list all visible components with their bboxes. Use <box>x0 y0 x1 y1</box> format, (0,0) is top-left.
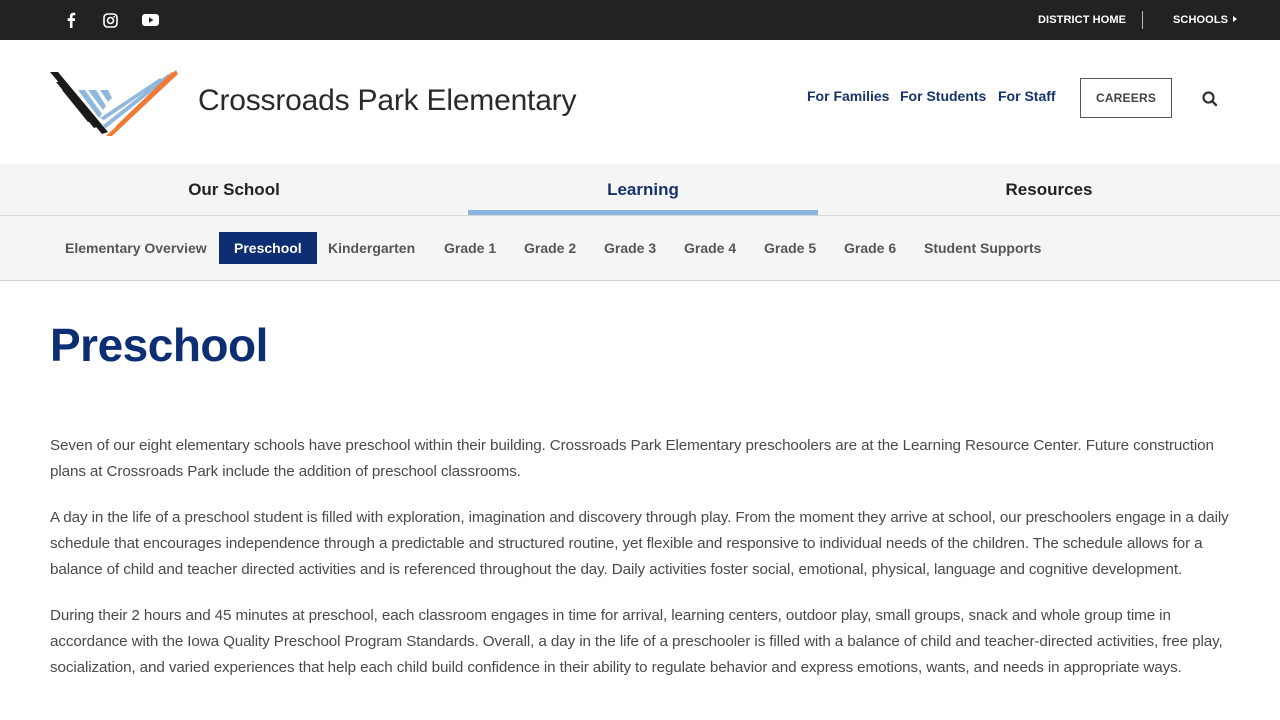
instagram-icon[interactable] <box>98 0 122 40</box>
subnav-grade-3[interactable]: Grade 3 <box>604 240 657 256</box>
main-nav <box>0 164 1280 216</box>
caret-right-icon <box>1233 16 1237 22</box>
for-staff-link[interactable]: For Staff <box>998 88 1056 104</box>
for-families-link[interactable]: For Families <box>807 88 890 104</box>
district-home-link[interactable]: DISTRICT HOME <box>1038 14 1127 26</box>
sub-nav <box>0 216 1280 281</box>
utility-divider <box>1142 11 1143 29</box>
content-paragraph: Seven of our eight elementary schools have preschool within their building. Crossroads Park Elementary preschoolers are at the Learning Resource Center. Future construction plans at Crossroads Park include the addition of preschool classrooms. <box>50 437 1214 480</box>
subnav-grade-1[interactable]: Grade 1 <box>444 240 497 256</box>
subnav-elementary-overview[interactable]: Elementary Overview <box>65 240 207 256</box>
search-icon[interactable] <box>1200 89 1220 109</box>
subnav-grade-2[interactable]: Grade 2 <box>524 240 577 256</box>
active-nav-indicator <box>468 210 818 215</box>
subnav-grade-4[interactable]: Grade 4 <box>684 240 737 256</box>
youtube-icon[interactable] <box>138 0 162 40</box>
subnav-grade-5[interactable]: Grade 5 <box>764 240 817 256</box>
subnav-preschool[interactable]: Preschool <box>219 232 317 264</box>
schools-label: SCHOOLS <box>1173 14 1229 26</box>
utility-bar <box>0 0 1280 40</box>
subnav-grade-6[interactable]: Grade 6 <box>844 240 897 256</box>
school-name[interactable]: Crossroads Park Elementary <box>198 84 577 117</box>
subnav-kindergarten[interactable]: Kindergarten <box>328 240 416 256</box>
careers-button[interactable]: CAREERS <box>1080 78 1172 118</box>
content-paragraph: During their 2 hours and 45 minutes at preschool, each classroom engages in time for arrival, learning centers, outdoor play, small groups, snack and whole group time in accordance with the Iowa Quality Preschool Program Standards. Overall, a day in the life of a preschooler is filled with a balance of child and teacher-directed activities, free play, socialization, and varied experiences that help each child build confidence in their ability to regulate behavior and express emotions, wants, and needs in appropriate ways. <box>50 607 1223 676</box>
page-title: Preschool <box>50 319 268 371</box>
for-students-link[interactable]: For Students <box>900 88 987 104</box>
facebook-icon[interactable] <box>59 0 83 40</box>
schools-dropdown[interactable] <box>1173 0 1237 40</box>
school-logo[interactable] <box>50 66 180 138</box>
content-paragraph: A day in the life of a preschool student is filled with exploration, imagination and discovery through play. From the moment they arrive at school, our preschoolers engage in a daily schedule that encourages independence through a predictable and structured routine, yet flexible and responsive to individual needs of the children. The schedule allows for a balance of child and teacher directed activities and is referenced throughout the day. Daily activities foster social, emotional, physical, language and cognitive development. <box>50 509 1229 578</box>
subnav-student-supports[interactable]: Student Supports <box>924 240 1042 256</box>
nav-resources[interactable]: Resources <box>1005 179 1093 199</box>
nav-learning[interactable]: Learning <box>607 179 679 199</box>
nav-our-school[interactable]: Our School <box>188 179 280 199</box>
